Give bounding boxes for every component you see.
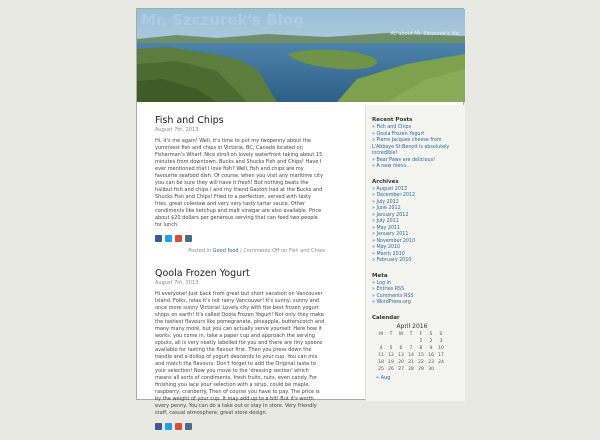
- calendar: [376, 323, 465, 381]
- meta-list: [372, 281, 465, 307]
- calendar-day: 2: [429, 338, 433, 344]
- calendar-day: 25: [378, 366, 384, 372]
- post-date: August 7th, 2013: [155, 280, 199, 286]
- calendar-day: 12: [388, 352, 394, 358]
- post-body: Hi everyone! Just back from great but short vacation on Vancouver Island. Folks, relax it's not rainy Vancouver! It's sunny, sunny and once more sunny Victoria! Lovely city with the best frozen yogurt shops on earth! It's called Qoola Frozen Yogurt! Not only they make the tastiest flavours like pomegranate, pineapple, butterscotch and many many more, but you can actually serve yourself. Here how it works: you come in, take a paper cup and approach the serving spouts, all is very neatly labelled for you and there are tiny spoons available for tasting the flavour first. Then you press down the handle and a dollop of yogurt descends to your cup. You can mix and match the flavours. Don't forget to add the Original taste to your selection! Now you move to the 'dressing section' which means all sorts of condiments, fresh fruits, nuts, even candy. For finishing you lace your selection with a sirup, could be maple, raspberry, cranberry. Then of course you have to pay. The price is by the weight of your cup. It may add up to a bit! But it's worth every penny. You can do a take out or stay in store. Very friendly staff, casual atmosphere, great store design.: [155, 291, 325, 416]
- calendar-day: 19: [388, 359, 394, 365]
- calendar-day-header: M: [379, 331, 383, 337]
- calendar-day: 21: [408, 359, 414, 365]
- blog-header[interactable]: [137, 9, 463, 102]
- calendar-caption: April 2016: [396, 322, 428, 330]
- archive-link[interactable]: » August 2013: [372, 186, 407, 192]
- blog-description: All about Mr. Szczurek's life: [390, 31, 459, 37]
- share-buttons: [155, 235, 325, 242]
- calendar-day: 18: [378, 359, 384, 365]
- post-title[interactable]: Qoola Frozen Yogurt: [155, 268, 250, 279]
- meta-heading: Meta: [372, 272, 388, 279]
- share-buttons: [155, 423, 325, 430]
- calendar-day: 30: [428, 366, 434, 372]
- calendar-day: 11: [378, 352, 384, 358]
- post-title[interactable]: Fish and Chips: [155, 115, 224, 126]
- calendar-day: [376, 338, 386, 345]
- calendar-day: 6: [399, 345, 403, 351]
- sidebar: [365, 105, 465, 401]
- calendar-day: 15: [418, 352, 424, 358]
- email-icon[interactable]: [185, 423, 192, 430]
- meta-link[interactable]: » WordPress.org: [372, 300, 411, 305]
- calendar-day-header: W: [398, 331, 404, 337]
- archives-list: [372, 187, 465, 265]
- archive-link[interactable]: » June 2012: [372, 206, 401, 211]
- calendar-day: 29: [418, 366, 424, 372]
- calendar-day: 13: [398, 352, 404, 358]
- calendar-day: 24: [438, 359, 444, 365]
- recent-post-link[interactable]: » Qoola Frozen Yogurt: [372, 131, 425, 137]
- archive-link[interactable]: » January 2012: [372, 212, 409, 218]
- calendar-day: 26: [388, 366, 394, 372]
- archive-link[interactable]: » July 2012: [372, 199, 399, 205]
- meta-link[interactable]: » Entries RSS: [372, 287, 405, 292]
- recent-post-link[interactable]: » A new menu...: [372, 164, 411, 169]
- archive-link[interactable]: » May 2011: [372, 225, 401, 231]
- calendar-heading: Calendar: [372, 314, 400, 321]
- recent-post-link[interactable]: » Pierre Jacques cheese from L'Abbaye St-Benoit is absolutely incredible!: [372, 138, 450, 156]
- calendar-day: 28: [408, 366, 414, 372]
- calendar-day: 14: [408, 352, 414, 358]
- calendar-day: 16: [428, 352, 434, 358]
- calendar-table: [376, 331, 446, 373]
- google-plus-icon[interactable]: [175, 423, 182, 430]
- calendar-day: 22: [418, 359, 424, 365]
- calendar-day-header: S: [439, 331, 443, 337]
- recent-posts-list: [372, 125, 465, 171]
- calendar-day: 8: [419, 345, 423, 351]
- calendar-day: 20: [398, 359, 404, 365]
- post-meta-separator: |: [240, 248, 242, 254]
- calendar-day: [436, 366, 446, 373]
- post-date: August 7th, 2013: [155, 127, 199, 133]
- archive-link[interactable]: » December 2012: [372, 193, 416, 198]
- archive-link[interactable]: » January 2011: [372, 232, 409, 237]
- blog-page: [136, 8, 464, 416]
- archive-link[interactable]: » March 2010: [372, 251, 405, 257]
- calendar-day: 3: [439, 338, 443, 344]
- google-plus-icon[interactable]: [175, 235, 182, 242]
- calendar-day-header: T: [409, 331, 413, 337]
- calendar-day-header: F: [419, 331, 423, 337]
- twitter-icon[interactable]: [165, 423, 172, 430]
- calendar-day-header: S: [429, 331, 433, 337]
- post: [155, 268, 325, 430]
- calendar-prev-link[interactable]: « Aug: [376, 374, 391, 381]
- calendar-day: 10: [438, 345, 444, 351]
- post-category-link[interactable]: Good food: [212, 248, 239, 254]
- archive-link[interactable]: » February 2010: [372, 258, 412, 263]
- archive-link[interactable]: » July 2011: [372, 219, 399, 224]
- meta-link[interactable]: » Log in: [372, 280, 391, 286]
- calendar-day: 4: [379, 345, 383, 351]
- post-meta-prefix: Posted in: [188, 248, 212, 254]
- calendar-day: 7: [409, 345, 413, 351]
- blog-title[interactable]: Mr. Szczurek's Blog: [141, 11, 304, 29]
- post: [155, 115, 325, 254]
- calendar-day: 1: [419, 338, 423, 344]
- post-body: Hi, it's me again! Well, it's time to put my twopenny about the yummiest fish and chips in Victoria, BC, Canada located on Fisherman's Wharf. Nice stroll on lovely waterfront taking about 15 minutes from downtown. Bucks and Shucks Fish and Chips! Have I ever mentioned that I love fish? Well, fish and chips are my favourite seafood dish. Of course, when you visit any maritime city you can be sure they will have it fresh! But nothing beats the halibut fish and chips I and my friend Gaston had at the Bucks and Shucks Fish and Chips! Fried to a perfection, served with tasty fries, great coleslaw and very very tasty tartar sauce. Other condiments like ketchup and malt vinegar are also available. Price about $20 dollars per generous serving that can feed two people for lunch.: [155, 138, 324, 228]
- twitter-icon[interactable]: [165, 235, 172, 242]
- calendar-day: 9: [429, 345, 433, 351]
- calendar-day: 27: [398, 366, 404, 372]
- calendar-day: [406, 338, 416, 345]
- calendar-day: [386, 338, 396, 345]
- archive-link[interactable]: » November 2010: [372, 238, 416, 244]
- post-comments-status: Comments Off on Fish and Chips: [243, 248, 325, 254]
- recent-post-link[interactable]: » Bear Paws are delicious!: [372, 157, 436, 163]
- meta-link[interactable]: » Comments RSS: [372, 293, 414, 299]
- calendar-day: 23: [428, 359, 434, 365]
- recent-post-link[interactable]: » Fish and Chips: [372, 125, 412, 130]
- post-meta: [155, 248, 325, 254]
- archive-link[interactable]: » May 2010: [372, 245, 401, 250]
- email-icon[interactable]: [185, 235, 192, 242]
- calendar-day: [396, 338, 406, 345]
- facebook-icon[interactable]: [155, 423, 162, 430]
- archives-heading: Archives: [372, 178, 399, 185]
- calendar-day-header: T: [389, 331, 393, 337]
- calendar-day: 17: [438, 352, 444, 358]
- main-column: [155, 115, 325, 440]
- facebook-icon[interactable]: [155, 235, 162, 242]
- calendar-day: 5: [389, 345, 393, 351]
- recent-posts-heading: Recent Posts: [372, 117, 413, 123]
- content-area: [137, 105, 465, 416]
